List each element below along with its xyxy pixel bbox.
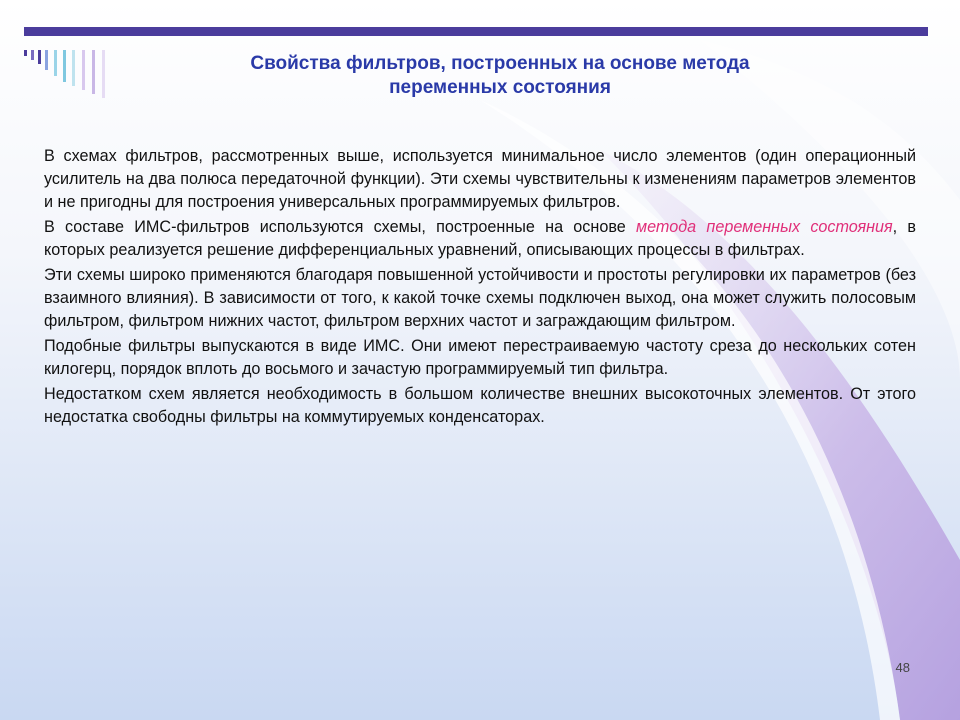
slide-body <box>44 145 916 431</box>
paragraph-1: В схемах фильтров, рассмотренных выше, используется минимальное число элементов (один операционный усилитель на два полюса передаточной функции). Эти схемы чувствительны к изменениям параметров элементов и не пригодны для построения универсальных программируемых фильтров. <box>44 147 916 211</box>
paragraph-2-start: В составе ИМС-фильтров используются схемы, построенные на основе <box>44 218 637 236</box>
title-line-2: переменных состояния <box>389 77 611 98</box>
decorative-stripes <box>24 44 124 100</box>
paragraph-2 <box>44 216 916 262</box>
paragraph-2-end: , в которых реализуется решение дифференциальных уравнений, описывающих процессы в фильтрах. <box>44 218 917 259</box>
highlighted-term: метода переменных состояния <box>636 218 893 236</box>
top-accent-bar <box>24 27 928 36</box>
paragraph-4: Подобные фильтры выпускаются в виде ИМС. Они имеют перестраиваемую частоту среза до нескольких сотен килогерц, порядок вплоть до восьмого и зачастую программируемый тип фильтра. <box>44 337 916 378</box>
slide-title <box>130 52 870 100</box>
page-number: 48 <box>895 660 910 675</box>
paragraph-5: Недостатком схем является необходимость в большом количестве внешних высокоточных элементов. От этого недостатка свободны фильтры на коммутируемых конденсаторах. <box>44 385 916 426</box>
paragraph-3: Эти схемы широко применяются благодаря повышенной устойчивости и простоты регулировки их параметров (без взаимного влияния). В зависимости от того, к какой точке схемы подключен выход, она может служить полосовым фильтром, фильтром нижних частот, фильтром верхних частот и заграждающим фильтром. <box>44 266 916 330</box>
title-line-1: Свойства фильтров, построенных на основе метода <box>250 53 750 74</box>
